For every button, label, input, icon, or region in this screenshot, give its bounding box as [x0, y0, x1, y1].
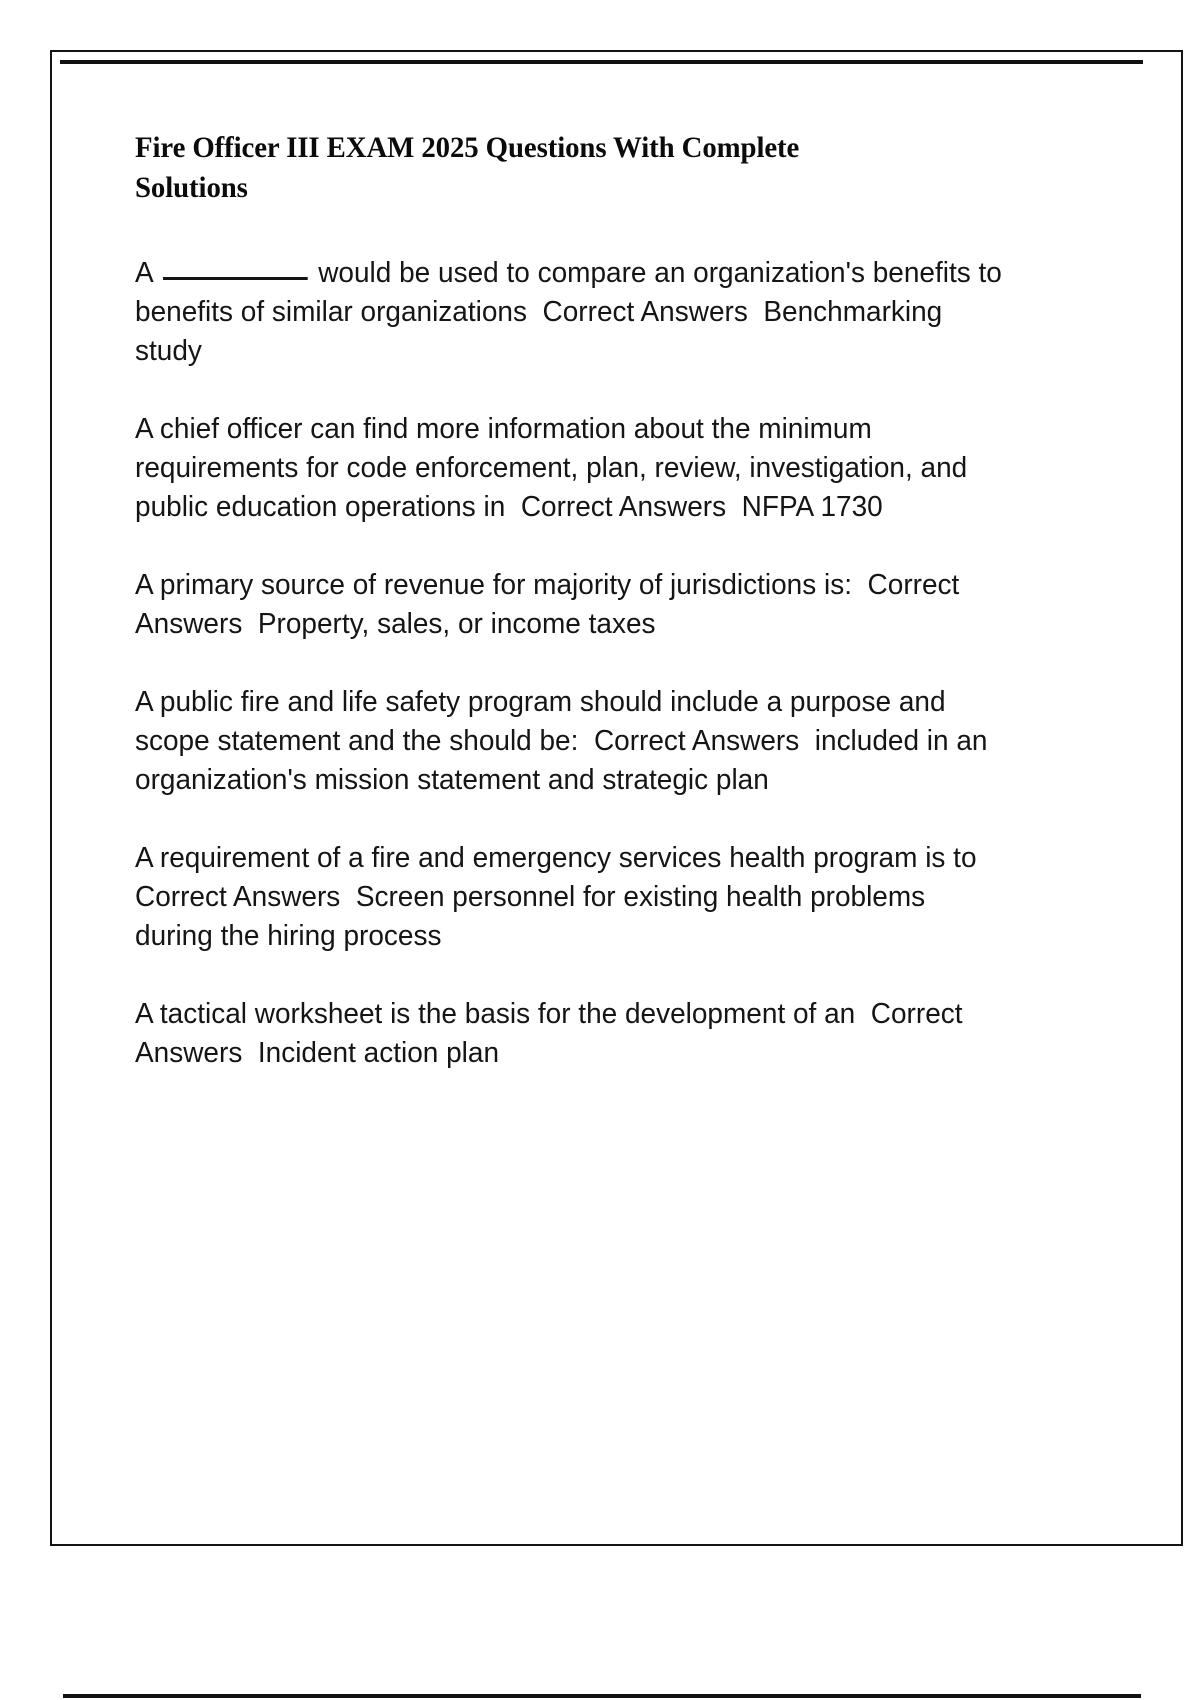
page-title: Fire Officer III EXAM 2025 Questions With Complete Solutions	[135, 131, 800, 204]
qa-item: A chief officer can find more information about the minimum requirements for code enforcement, plan, review, investigation, and public education operations in Correct Answers NFPA 1730	[135, 412, 976, 523]
page-content	[135, 128, 1015, 1073]
qa-question-lead: A	[135, 256, 160, 289]
qa-item: A tactical worksheet is the basis for the development of an Correct Answers Incident action plan	[135, 997, 969, 1069]
qa-item	[135, 254, 1010, 371]
qa-item: A primary source of revenue for majority of jurisdictions is: Correct Answers Property, sales, or income taxes	[135, 568, 966, 640]
next-page-top-rule	[63, 1694, 1141, 1698]
qa-item: A requirement of a fire and emergency services health program is to Correct Answers Screen personnel for existing health problems during the hiring process	[135, 841, 993, 952]
qa-item: A public fire and life safety program should include a purpose and scope statement and the should be: Correct Answers included in an organization's mission statement and strategic plan	[135, 685, 996, 796]
qa-list	[135, 254, 1015, 1073]
fill-in-blank	[163, 277, 308, 280]
qa-question-tail: would be used to compare an organization's benefits to benefits of similar organizations Correct Answers Benchmarking study	[135, 256, 1010, 367]
page-top-rule	[60, 60, 1143, 64]
